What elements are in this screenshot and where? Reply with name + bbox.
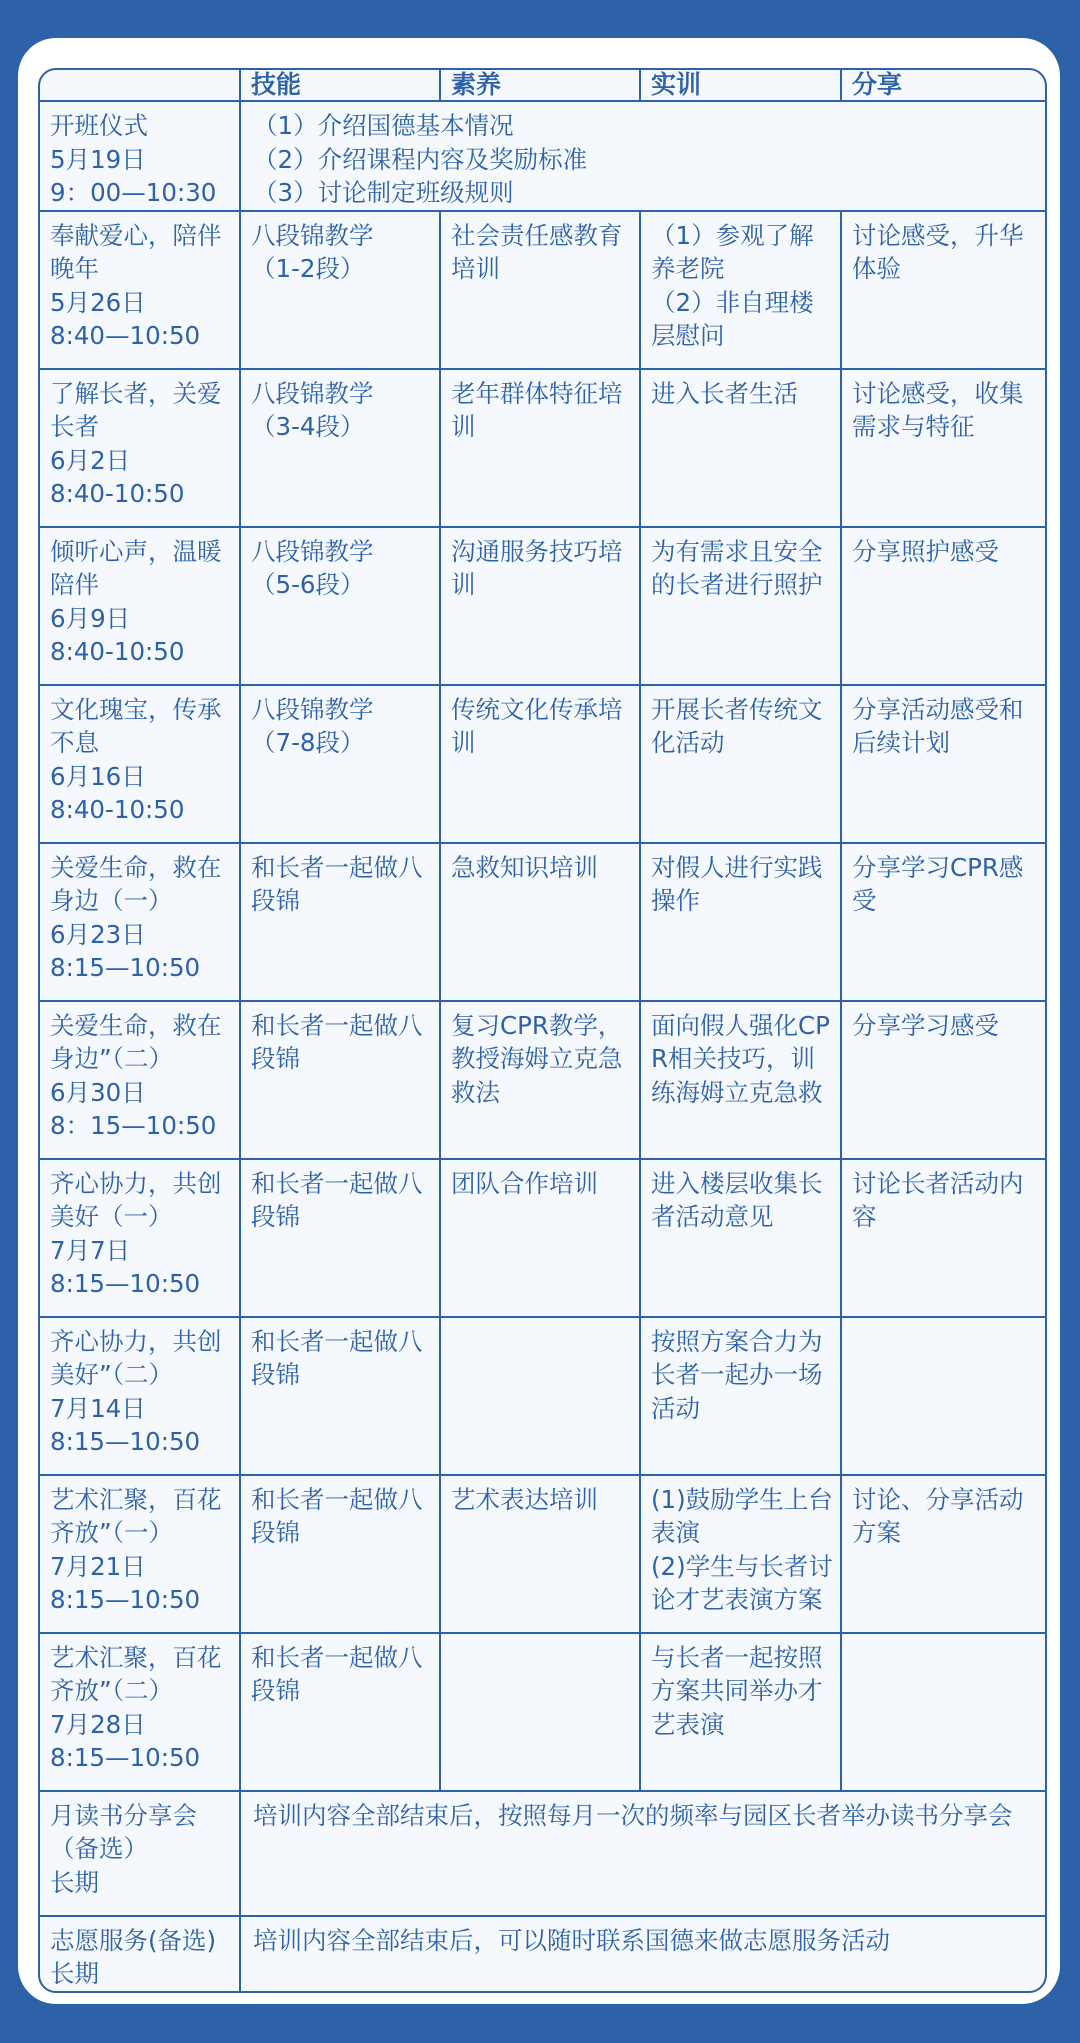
practice-cell: 与长者一起按照方案共同举办才艺表演	[641, 1634, 842, 1792]
table-row	[40, 1002, 1045, 1160]
event-cell: 艺术汇聚，百花齐放”（一） 7月21日 8:15—10:50	[40, 1476, 241, 1634]
span-cell: （1）介绍国德基本情况 （2）介绍课程内容及奖励标准 （3）讨论制定班级规则	[241, 102, 1045, 212]
practice-cell: 进入楼层收集长者活动意见	[641, 1160, 842, 1318]
quality-cell: 急救知识培训	[441, 844, 641, 1002]
practice-cell: （1）参观了解养老院 （2）非自理楼层慰问	[641, 212, 842, 370]
header-practice: 实训	[641, 70, 842, 102]
quality-cell: 复习CPR教学，教授海姆立克急救法	[441, 1002, 641, 1160]
skill-cell: 和长者一起做八段锦	[241, 1476, 441, 1634]
practice-cell: 为有需求且安全的长者进行照护	[641, 528, 842, 686]
event-cell: 关爱生命，救在身边”（二） 6月30日 8：15—10:50	[40, 1002, 241, 1160]
table-row	[40, 1160, 1045, 1318]
event-cell: 关爱生命，救在身边（一） 6月23日 8:15—10:50	[40, 844, 241, 1002]
quality-cell	[441, 1318, 641, 1476]
share-cell: 分享照护感受	[842, 528, 1045, 686]
table-row	[40, 1476, 1045, 1634]
header-share: 分享	[842, 70, 1045, 102]
event-cell: 艺术汇聚，百花齐放”（二） 7月28日 8:15—10:50	[40, 1634, 241, 1792]
event-cell: 奉献爱心，陪伴晚年 5月26日 8:40—10:50	[40, 212, 241, 370]
span-cell: 培训内容全部结束后，可以随时联系国德来做志愿服务活动	[253, 1925, 890, 1955]
share-cell	[842, 1634, 1045, 1792]
event-cell: 倾听心声，温暖陪伴 6月9日 8:40-10:50	[40, 528, 241, 686]
skill-cell: 和长者一起做八段锦	[241, 1318, 441, 1476]
skill-cell: 八段锦教学 （5-6段）	[241, 528, 441, 686]
share-cell	[842, 1318, 1045, 1476]
table-row	[40, 1318, 1045, 1476]
skill-cell: 和长者一起做八段锦	[241, 1160, 441, 1318]
practice-cell: 按照方案合力为长者一起办一场活动	[641, 1318, 842, 1476]
quality-cell: 老年群体特征培训	[441, 370, 641, 528]
quality-cell: 传统文化传承培训	[441, 686, 641, 844]
event-cell: 开班仪式 5月19日 9：00—10:30	[40, 102, 241, 212]
practice-cell: 开展长者传统文化活动	[641, 686, 842, 844]
table-row	[40, 102, 1045, 212]
skill-cell: 和长者一起做八段锦	[241, 1002, 441, 1160]
share-cell: 讨论感受，收集需求与特征	[842, 370, 1045, 528]
table-row	[40, 1634, 1045, 1792]
practice-cell: 对假人进行实践操作	[641, 844, 842, 1002]
skill-cell: 和长者一起做八段锦	[241, 1634, 441, 1792]
header-skill: 技能	[241, 70, 441, 102]
span-cell: 培训内容全部结束后，按照每月一次的频率与园区长者举办读书分享会	[241, 1792, 1045, 1917]
quality-cell: 艺术表达培训	[441, 1476, 641, 1634]
share-cell: 讨论、分享活动方案	[842, 1476, 1045, 1634]
practice-cell: 面向假人强化CPR相关技巧，训练海姆立克急救	[641, 1002, 842, 1160]
event-cell: 志愿服务(备选) 长期	[40, 1917, 241, 1991]
header-event	[40, 70, 241, 102]
table-row	[40, 1792, 1045, 1917]
table-header-row	[40, 70, 1045, 102]
table-row	[40, 1917, 1045, 1991]
event-cell: 齐心协力，共创美好”（二） 7月14日 8:15—10:50	[40, 1318, 241, 1476]
quality-cell: 团队合作培训	[441, 1160, 641, 1318]
table-row	[40, 212, 1045, 370]
share-cell: 讨论长者活动内容	[842, 1160, 1045, 1318]
quality-cell: 社会责任感教育培训	[441, 212, 641, 370]
quality-cell	[441, 1634, 641, 1792]
skill-cell: 八段锦教学 （7-8段）	[241, 686, 441, 844]
event-cell: 文化瑰宝，传承不息 6月16日 8:40-10:50	[40, 686, 241, 844]
skill-cell: 八段锦教学 （1-2段）	[241, 212, 441, 370]
practice-cell: 进入长者生活	[641, 370, 842, 528]
table-row	[40, 528, 1045, 686]
table-row	[40, 686, 1045, 844]
quality-cell: 沟通服务技巧培训	[441, 528, 641, 686]
share-cell: 分享学习CPR感受	[842, 844, 1045, 1002]
table-row	[40, 844, 1045, 1002]
share-cell: 讨论感受，升华体验	[842, 212, 1045, 370]
event-cell: 月读书分享会（备选） 长期	[40, 1792, 241, 1917]
practice-cell: (1)鼓励学生上台表演 (2)学生与长者讨论才艺表演方案	[641, 1476, 842, 1634]
header-quality: 素养	[441, 70, 641, 102]
event-cell: 齐心协力，共创美好（一） 7月7日 8:15—10:50	[40, 1160, 241, 1318]
table-row	[40, 370, 1045, 528]
event-cell: 了解长者，关爱长者 6月2日 8:40-10:50	[40, 370, 241, 528]
schedule-table	[38, 68, 1047, 1993]
skill-cell: 八段锦教学 （3-4段）	[241, 370, 441, 528]
skill-cell: 和长者一起做八段锦	[241, 844, 441, 1002]
share-cell: 分享学习感受	[842, 1002, 1045, 1160]
share-cell: 分享活动感受和后续计划	[842, 686, 1045, 844]
